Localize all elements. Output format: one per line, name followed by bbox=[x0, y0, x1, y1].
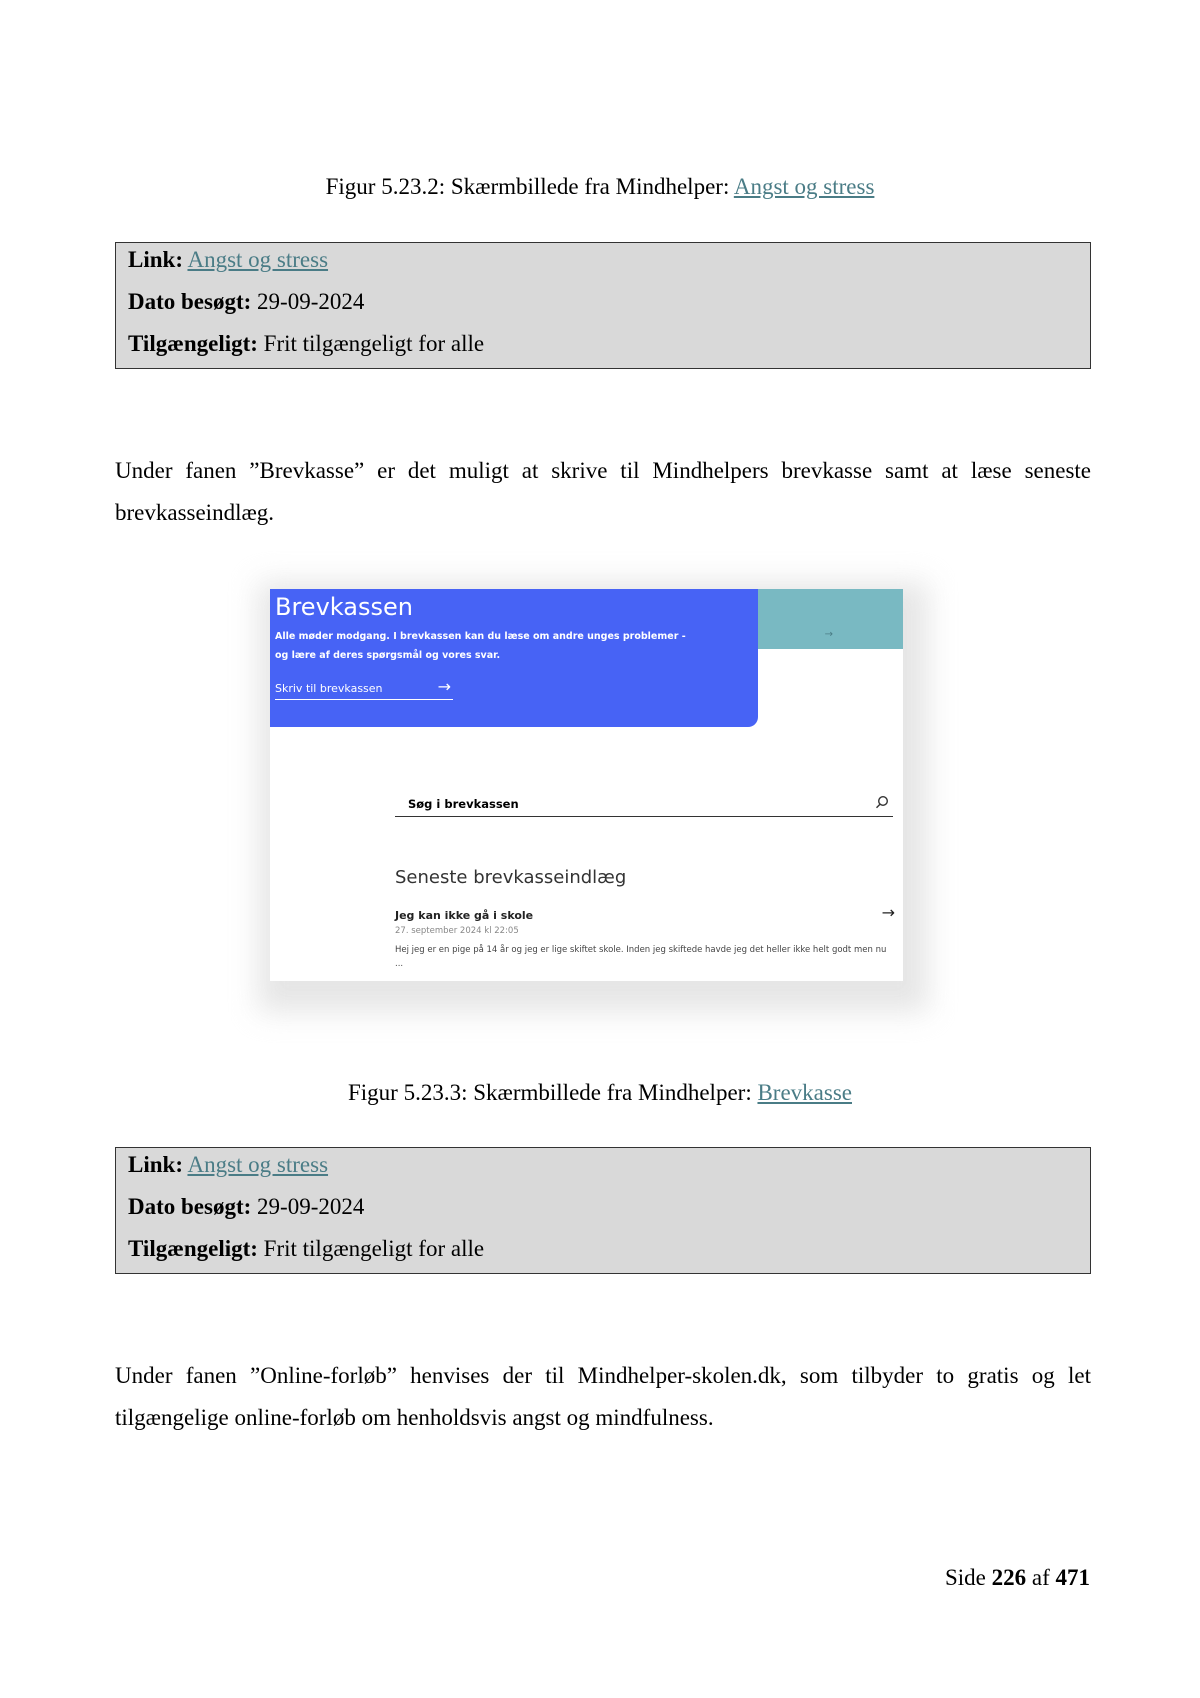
brevkasse-screenshot bbox=[270, 589, 903, 981]
info-box bbox=[115, 1147, 1091, 1274]
page-total: 471 bbox=[1055, 1565, 1090, 1590]
info-link[interactable]: Angst og stress bbox=[187, 1152, 329, 1177]
info-row-date bbox=[128, 287, 1078, 329]
hero-text: Alle møder modgang. I brevkassen kan du læse om andre unges problemer - og lære af deres spørgsmål og vores svar. bbox=[275, 631, 686, 661]
info-row-link bbox=[128, 245, 1078, 287]
info-row-access bbox=[128, 329, 1078, 371]
search-input[interactable] bbox=[395, 794, 893, 817]
info-row-date bbox=[128, 1192, 1078, 1234]
info-box bbox=[115, 242, 1091, 369]
page-current: 226 bbox=[991, 1565, 1027, 1590]
page-number bbox=[945, 1565, 1090, 1591]
paragraph-line: brevkasseindlæg. bbox=[115, 500, 275, 525]
info-label: Tilgængeligt: bbox=[128, 331, 258, 356]
info-value: Frit tilgængeligt for alle bbox=[263, 1236, 485, 1261]
page-prefix: Side bbox=[944, 1565, 986, 1590]
latest-posts-title: Seneste brevkasseindlæg bbox=[395, 867, 627, 888]
teal-banner bbox=[743, 589, 903, 649]
info-link[interactable]: Angst og stress bbox=[187, 247, 329, 272]
info-label: Tilgængeligt: bbox=[128, 1236, 258, 1261]
figure-caption-top bbox=[0, 172, 1200, 202]
figure-caption-link[interactable]: Angst og stress bbox=[733, 174, 875, 199]
search-icon[interactable] bbox=[875, 794, 889, 813]
info-value: Frit tilgængeligt for alle bbox=[263, 331, 485, 356]
info-label: Dato besøgt: bbox=[128, 289, 252, 314]
hero-panel bbox=[270, 589, 758, 727]
page-sep: af bbox=[1031, 1565, 1050, 1590]
paragraph-line: Under fanen ”Brevkasse” er det muligt at skrive til Mindhelpers brevkasse samt at læse seneste bbox=[115, 458, 1091, 483]
info-value: 29-09-2024 bbox=[257, 289, 365, 314]
info-label: Link: bbox=[128, 1152, 183, 1177]
info-row-access bbox=[128, 1234, 1078, 1276]
paragraph-line: Under fanen ”Online-forløb” henvises der til Mindhelper-skolen.dk, som tilbyder to gratis og let bbox=[115, 1363, 1091, 1388]
post-excerpt: Hej jeg er en pige på 14 år og jeg er lige skiftet skole. Inden jeg skiftede havde jeg det heller ikke helt godt men nu ... bbox=[395, 945, 887, 969]
info-row-link bbox=[128, 1150, 1078, 1192]
paragraph-line: tilgængelige online-forløb om henholdsvis angst og mindfulness. bbox=[115, 1405, 714, 1430]
figure-caption-link[interactable]: Brevkasse bbox=[757, 1080, 852, 1105]
cta-label: Skriv til brevkassen bbox=[275, 682, 383, 695]
search-placeholder: Søg i brevkassen bbox=[408, 797, 519, 811]
body-paragraph bbox=[115, 450, 1091, 534]
info-label: Link: bbox=[128, 247, 183, 272]
body-paragraph bbox=[115, 1355, 1091, 1439]
arrow-right-icon: → bbox=[824, 629, 833, 640]
figure-caption-bottom bbox=[0, 1078, 1200, 1108]
arrow-right-icon: → bbox=[437, 677, 451, 696]
figure-caption-label: Figur 5.23.2: Skærmbillede fra Mindhelper: bbox=[325, 174, 730, 199]
hero-title: Brevkassen bbox=[275, 593, 413, 621]
info-value: 29-09-2024 bbox=[257, 1194, 365, 1219]
post-date: 27. september 2024 kl 22:05 bbox=[395, 926, 519, 936]
figure-caption-label: Figur 5.23.3: Skærmbillede fra Mindhelper: bbox=[347, 1080, 752, 1105]
write-to-brevkasse-link[interactable] bbox=[275, 679, 453, 700]
post-title-link[interactable]: Jeg kan ikke gå i skole bbox=[395, 909, 534, 922]
info-label: Dato besøgt: bbox=[128, 1194, 252, 1219]
arrow-right-icon[interactable]: → bbox=[881, 903, 895, 922]
